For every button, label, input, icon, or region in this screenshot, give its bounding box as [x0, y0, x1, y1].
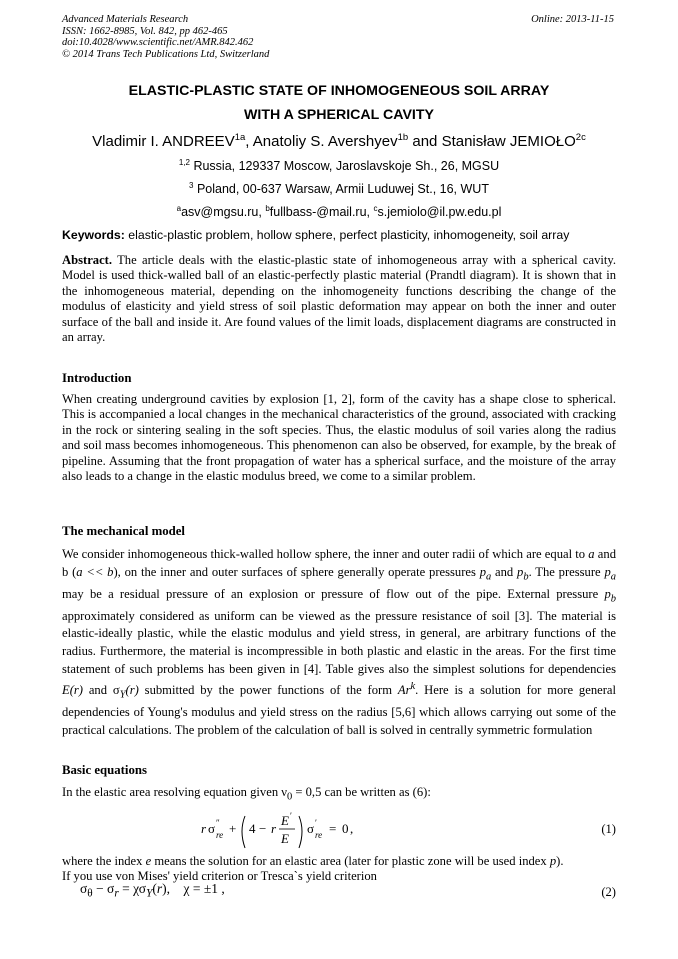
- keywords: [62, 227, 616, 243]
- young-modulus-fn: E(r): [62, 683, 83, 698]
- affiliation-1-text: Russia, 129337 Moscow, Jaroslavskoje Sh., 26, MGSU: [189, 159, 500, 174]
- mechanical-model-text: [62, 546, 616, 740]
- mech-text-9: . Here is a solution for more general dependencies of Young's modulus and yield stress on the radius [5,6] which allows carrying out some of the practical calculations. The problem of the calculation of ball is solved in centrally symmetric formulation: [62, 683, 616, 738]
- equation-1-number: (1): [601, 822, 616, 836]
- author-and: and: [408, 133, 442, 150]
- pressure-pb: p: [517, 564, 524, 579]
- svg-text:+: +: [229, 821, 237, 836]
- svg-text:4: 4: [249, 821, 256, 836]
- paper-title-line-2: WITH A SPHERICAL CAVITY: [244, 107, 434, 123]
- issn-line: ISSN: 1662-8985, Vol. 842, pp 462-465: [62, 25, 228, 37]
- introduction-heading: Introduction: [62, 371, 132, 385]
- basic-equations-heading: Basic equations: [62, 763, 147, 777]
- note-text-2: means the solution for an elastic area (later for plastic zone will be used index: [151, 854, 550, 868]
- online-date: Online: 2013-11-15: [531, 14, 614, 25]
- svg-text:′: ′: [315, 818, 317, 828]
- poisson-nu-sub: 0: [286, 791, 293, 803]
- author-separator: ,: [245, 133, 253, 150]
- author-3: Stanisław JEMIOŁO: [441, 133, 576, 150]
- svg-text:′: ′: [290, 811, 292, 821]
- index-p: p: [549, 854, 557, 868]
- svg-text:r: r: [201, 821, 207, 836]
- basic-text-1: In the elastic area resolving equation given: [62, 785, 282, 799]
- author-3-sup: 2c: [575, 132, 586, 143]
- yield-sigma: σ: [112, 683, 120, 698]
- email-b-sup: b: [265, 204, 270, 213]
- svg-text:0: 0: [342, 821, 349, 836]
- affiliation-2-sup: 3: [189, 181, 194, 190]
- mech-text-3: and: [491, 564, 518, 579]
- keywords-label: Keywords:: [62, 228, 125, 242]
- pressure-pa-sub-2: a: [610, 571, 616, 583]
- author-2-sup: 1b: [397, 132, 409, 143]
- mech-text-5: may be a residual pressure of an explosion or pressure of flow out of the pipe. External pressure: [62, 586, 605, 601]
- equation-1: [78, 806, 616, 856]
- affiliation-2-text: Poland, 00-637 Warsaw, Armii Luduwej St., 16, WUT: [193, 182, 489, 197]
- email-b: fullbass-@mail.ru,: [269, 205, 374, 220]
- mech-text-4: . The pressure: [528, 564, 605, 579]
- email-a-sup: a: [176, 204, 182, 213]
- pressure-pb-sub: b: [523, 571, 529, 583]
- affiliation-2: [62, 178, 616, 197]
- journal-header: [62, 14, 269, 60]
- affiliation-1-sup: 1,2: [178, 158, 190, 167]
- pressure-pa-2: p: [604, 564, 611, 579]
- pressure-pa: p: [479, 564, 486, 579]
- poisson-value: = 0,5: [292, 785, 322, 799]
- note-text-1: where the index: [62, 854, 146, 868]
- svg-text:σ: σ: [208, 821, 216, 836]
- email-c: s.jemiolo@il.pw.edu.pl: [377, 205, 502, 220]
- svg-text:re: re: [315, 830, 323, 840]
- abstract-label: Abstract.: [62, 253, 113, 267]
- basic-text-2: can be written as (6):: [321, 785, 431, 799]
- affiliation-1: [62, 155, 616, 174]
- doi-line: doi:10.4028/www.scientific.net/AMR.842.462: [62, 37, 254, 49]
- paper-title-line-1: ELASTIC-PLASTIC STATE OF INHOMOGENEOUS SOIL ARRAY: [128, 83, 550, 99]
- author-1-sup: 1a: [234, 132, 246, 143]
- equation-2-number: (2): [601, 885, 616, 899]
- mech-text-7: and: [82, 683, 113, 698]
- yield-sigma-sub: Y: [119, 689, 126, 701]
- svg-text:σ: σ: [307, 821, 315, 836]
- copyright-line: © 2014 Trans Tech Publications Ltd, Switzerland: [62, 48, 270, 60]
- mech-and: and b (: [62, 547, 616, 579]
- author-list: [62, 128, 616, 152]
- pressure-pa-sub: a: [486, 571, 492, 583]
- poisson-nu: ν: [281, 785, 287, 799]
- journal-name: Advanced Materials Research: [62, 14, 189, 25]
- email-line: [62, 201, 616, 220]
- mechanical-model-heading: The mechanical model: [62, 524, 185, 538]
- svg-text:E: E: [281, 813, 289, 828]
- svg-text:r: r: [271, 821, 277, 836]
- power-function: Ar: [397, 683, 411, 698]
- keywords-text: elastic-plastic problem, hollow sphere, perfect plasticity, inhomogeneity, soil array: [124, 228, 570, 242]
- power-function-exp: k: [410, 681, 416, 693]
- mech-text-2: ), on the inner and outer surfaces of sphere generally operate pressures: [113, 564, 480, 579]
- svg-text:,: ,: [350, 821, 354, 836]
- email-a: asv@mgsu.ru,: [181, 205, 266, 220]
- email-c-sup: c: [373, 204, 378, 213]
- index-e: e: [145, 854, 152, 868]
- radius-condition: a << b: [76, 564, 114, 579]
- author-1: Vladimir I. ANDREEV: [92, 133, 235, 150]
- svg-text:=: =: [329, 821, 337, 836]
- mech-text-1: We consider inhomogeneous thick-walled hollow sphere, the inner and outer radii of which are equal to: [62, 547, 589, 561]
- radius-a: a: [588, 547, 595, 561]
- svg-text:re: re: [216, 830, 224, 840]
- equation-2: $\sigma_\theta - \sigma_r = \chi\sigma_Y(r)$, χ = ±1 ,: [80, 881, 225, 900]
- yield-criterion-text: If you use von Mises' yield criterion or Tresca`s yield criterion: [62, 869, 377, 884]
- mech-text-8: submitted by the power functions of the form: [138, 683, 398, 698]
- svg-text:E: E: [281, 831, 289, 846]
- introduction-text: When creating underground cavities by explosion [1, 2], form of the cavity has a shape close to spherical. This is accompanied a local changes in the mechanical characteristics of the ground, associated with cracking in the rock or sintering sealing in the soft species. Thus, the elastic modulus of soil varies along the radius and soil mass becomes inhomogeneous. This phenomenon can also be observed, for example, by the break of pipeline. Assuming that the front propagation of water has a spherical surface, and the moisture of the array also leads to a change in the elastic modulus breed, we come to a similar problem.: [62, 392, 616, 484]
- svg-text:−: −: [259, 821, 267, 836]
- basic-equations-intro: [62, 785, 616, 805]
- svg-text:″: ″: [216, 818, 220, 828]
- pressure-pb-sub-2: b: [610, 593, 616, 605]
- author-2: Anatoliy S. Avershyev: [252, 133, 398, 150]
- yield-sigma-arg: (r): [125, 683, 139, 698]
- note-text-3: ).: [556, 854, 564, 868]
- abstract-text: The article deals with the elastic-plastic state of inhomogeneous array with a spherical cavity. Model is used thick-walled ball of an elastic-perfectly plastic material (Prandtl diagram). It is shown that in the inhomogeneous material, depending on the inhomogeneity functions describing the change of the modulus of elasticity and yield stress of soil plastic deformation may appear on both the inner and outer surface of the ball and inside it. Are found values of the limit loads, displacement diagrams are constructed in an array.: [62, 253, 616, 345]
- abstract: [62, 253, 616, 345]
- pressure-pb-2: p: [604, 586, 611, 601]
- mech-text-6: approximately considered as uniform can be viewed as the pressure resistance of soil [3]. The material is elastic-ideally plastic, while the elastic modulus and yield stress, in general, are arbitrary functions of the radius. Furthermore, the material is incompressible in both plastic and elastic in the areas. For the first time statement of such problems has been given in [4]. Table gives also the simplest solutions for dependencies: [62, 608, 616, 676]
